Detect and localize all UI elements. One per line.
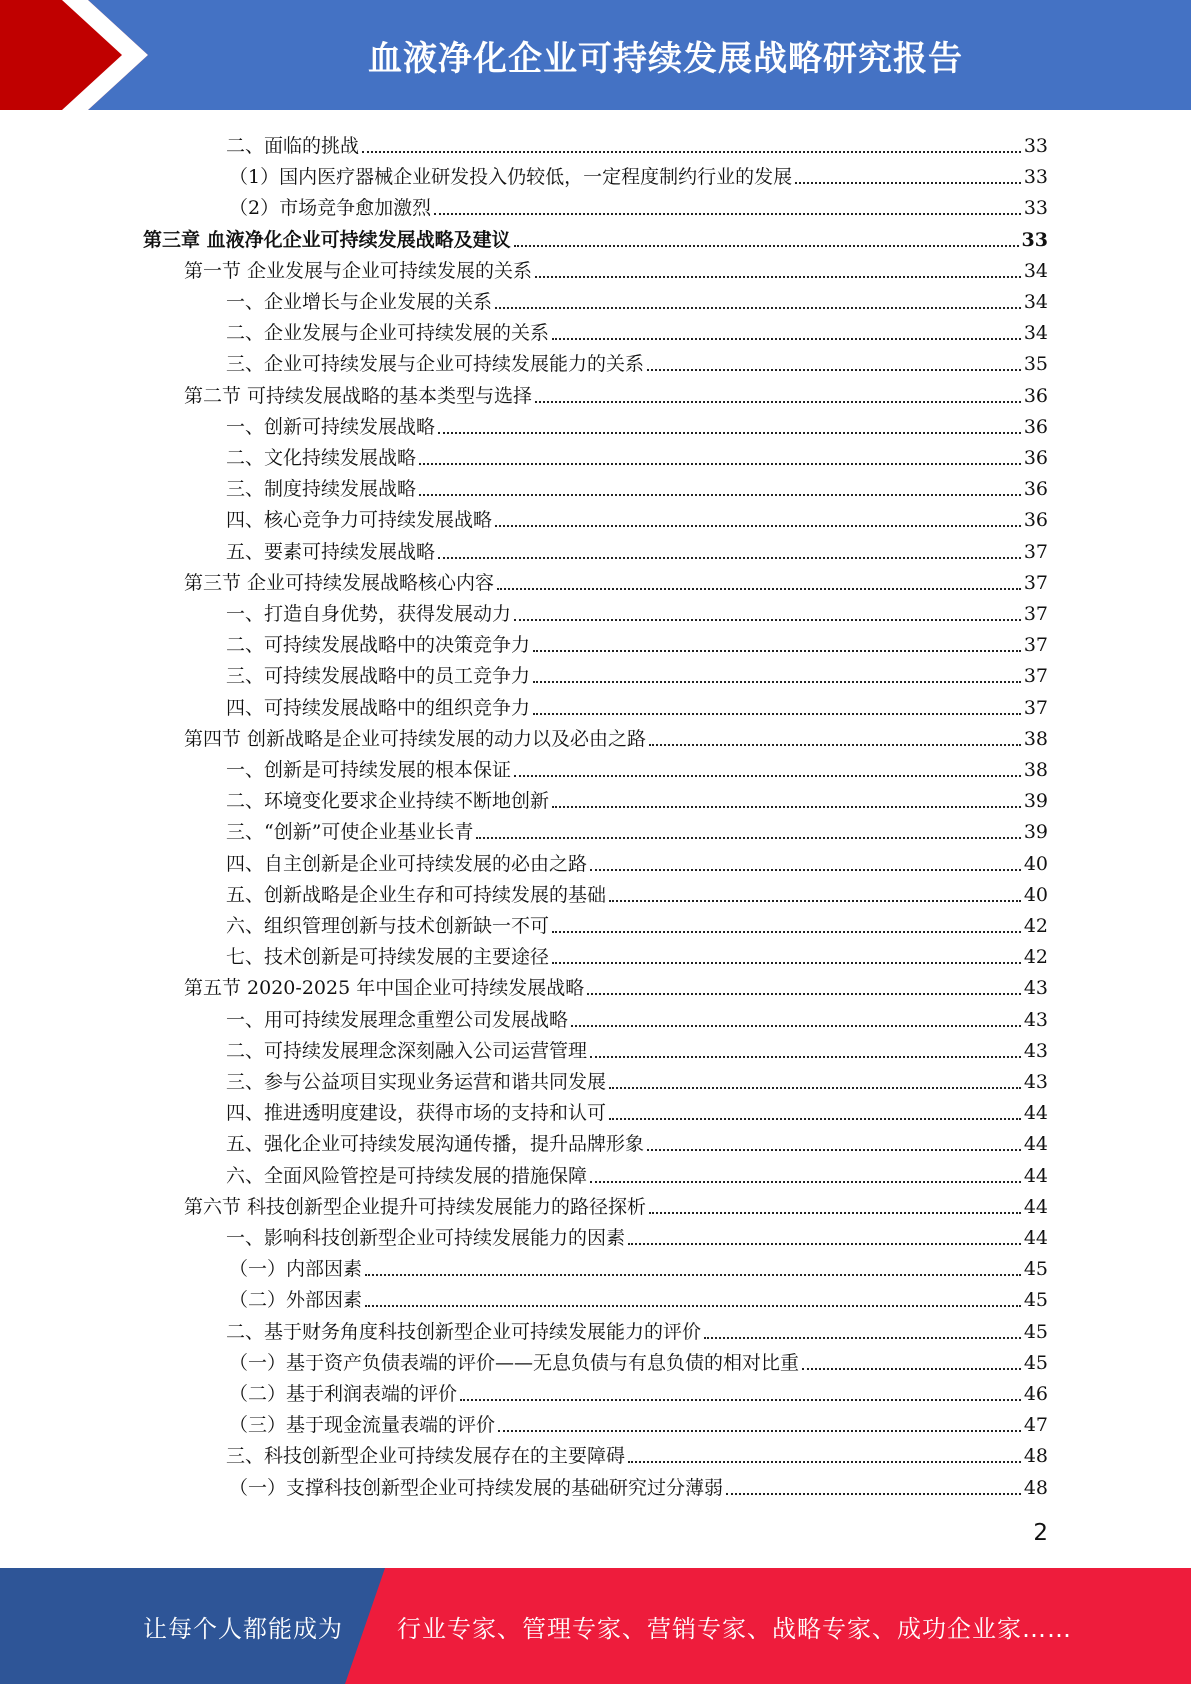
toc-entry-page: 47	[1023, 1414, 1048, 1436]
toc-entry-page: 40	[1023, 853, 1048, 875]
toc-entry[interactable]	[226, 501, 1048, 532]
toc-entry-title: 一、影响科技创新型企业可持续发展能力的因素	[226, 1227, 626, 1249]
toc-entry[interactable]	[226, 314, 1048, 345]
toc-dot-leader	[362, 151, 1021, 153]
toc-entry[interactable]	[229, 1406, 1048, 1437]
toc-entry-page: 42	[1023, 946, 1048, 968]
toc-entry[interactable]	[226, 1001, 1048, 1032]
toc-entry[interactable]	[184, 720, 1048, 751]
toc-entry[interactable]	[226, 595, 1048, 626]
toc-entry-page: 36	[1023, 385, 1048, 407]
toc-entry-page: 37	[1023, 665, 1048, 687]
toc-entry[interactable]	[226, 345, 1048, 376]
toc-entry[interactable]	[229, 1344, 1048, 1375]
toc-dot-leader	[533, 650, 1021, 652]
toc-dot-leader	[419, 463, 1021, 465]
toc-dot-leader	[587, 993, 1021, 995]
toc-dot-leader	[497, 588, 1021, 590]
toc-entry-page: 34	[1023, 260, 1048, 282]
toc-entry-title: 四、核心竞争力可持续发展战略	[226, 509, 493, 531]
toc-entry-title: 第四节 创新战略是企业可持续发展的动力以及必由之路	[184, 728, 647, 750]
toc-entry-page: 38	[1023, 728, 1048, 750]
toc-entry-page: 37	[1023, 572, 1048, 594]
toc-entry-title: （二）外部因素	[229, 1289, 363, 1311]
toc-chapter-entry[interactable]	[143, 221, 1048, 252]
toc-dot-leader	[495, 307, 1021, 309]
toc-entry[interactable]	[226, 782, 1048, 813]
toc-entry-title: 六、全面风险管控是可持续发展的措施保障	[226, 1165, 588, 1187]
toc-entry-page: 45	[1023, 1289, 1048, 1311]
toc-entry-page: 36	[1023, 416, 1048, 438]
toc-entry-page: 39	[1023, 790, 1048, 812]
toc-entry-title: （一）基于资产负债表端的评价——无息负债与有息负债的相对比重	[229, 1352, 800, 1374]
toc-dot-leader	[552, 338, 1021, 340]
red-arrow-decoration	[0, 0, 150, 110]
toc-entry-title: 第三章 血液净化企业可持续发展战略及建议	[143, 229, 511, 251]
toc-entry-title: 二、环境变化要求企业持续不断地创新	[226, 790, 550, 812]
toc-dot-leader	[649, 744, 1021, 746]
toc-dot-leader	[649, 1212, 1021, 1214]
toc-entry-title: 四、推进透明度建设，获得市场的支持和认可	[226, 1102, 607, 1124]
toc-entry-title: 第五节 2020-2025 年中国企业可持续发展战略	[184, 977, 585, 999]
toc-entry[interactable]	[226, 938, 1048, 969]
toc-entry-title: 一、用可持续发展理念重塑公司发展战略	[226, 1009, 569, 1031]
toc-entry-page: 44	[1023, 1102, 1048, 1124]
toc-dot-leader	[434, 213, 1021, 215]
toc-entry-title: 一、创新是可持续发展的根本保证	[226, 759, 512, 781]
toc-entry[interactable]	[226, 1032, 1048, 1063]
toc-entry-title: 四、可持续发展战略中的组织竞争力	[226, 697, 531, 719]
toc-entry[interactable]	[226, 751, 1048, 782]
toc-entry[interactable]	[226, 813, 1048, 844]
toc-dot-leader	[609, 900, 1021, 902]
toc-dot-leader	[609, 1087, 1021, 1089]
toc-dot-leader	[514, 619, 1021, 621]
page-number: 2	[1033, 1520, 1048, 1546]
toc-entry-page: 48	[1023, 1477, 1048, 1499]
toc-entry-page: 36	[1023, 509, 1048, 531]
toc-entry[interactable]	[226, 408, 1048, 439]
toc-entry[interactable]	[226, 689, 1048, 720]
toc-entry-title: （一）支撑科技创新型企业可持续发展的基础研究过分薄弱	[229, 1477, 724, 1499]
toc-entry-title: 一、打造自身优势，获得发展动力	[226, 603, 512, 625]
toc-dot-leader	[628, 1243, 1021, 1245]
toc-dot-leader	[476, 837, 1020, 839]
toc-entry-title: 五、要素可持续发展战略	[226, 541, 436, 563]
toc-entry-title: 二、企业发展与企业可持续发展的关系	[226, 322, 550, 344]
toc-dot-leader	[795, 182, 1021, 184]
toc-entry[interactable]	[184, 377, 1048, 408]
toc-entry[interactable]	[226, 1094, 1048, 1125]
toc-entry-page: 35	[1023, 353, 1048, 375]
toc-dot-leader	[438, 432, 1021, 434]
toc-dot-leader	[419, 494, 1021, 496]
toc-entry-title: 五、创新战略是企业生存和可持续发展的基础	[226, 884, 607, 906]
toc-entry-page: 45	[1023, 1352, 1048, 1374]
toc-dot-leader	[514, 775, 1021, 777]
toc-entry-page: 39	[1023, 821, 1048, 843]
footer-slogan-right: 行业专家、管理专家、营销专家、战略专家、成功企业家……	[397, 1614, 1072, 1643]
toc-entry-title: 三、可持续发展战略中的员工竞争力	[226, 665, 531, 687]
toc-dot-leader	[590, 869, 1021, 871]
toc-entry-page: 43	[1023, 1009, 1048, 1031]
toc-entry-page: 44	[1023, 1227, 1048, 1249]
toc-entry-title: （一）内部因素	[229, 1258, 363, 1280]
toc-entry[interactable]	[226, 283, 1048, 314]
toc-dot-leader	[647, 1149, 1021, 1151]
toc-entry-page: 33	[1021, 229, 1048, 251]
toc-dot-leader	[514, 245, 1019, 247]
toc-entry-title: 五、强化企业可持续发展沟通传播，提升品牌形象	[226, 1133, 645, 1155]
toc-entry-page: 44	[1023, 1196, 1048, 1218]
toc-entry-title: （二）基于利润表端的评价	[229, 1383, 458, 1405]
toc-dot-leader	[571, 1025, 1021, 1027]
toc-entry-page: 33	[1023, 197, 1048, 219]
toc-entry-page: 45	[1023, 1321, 1048, 1343]
toc-entry-page: 40	[1023, 884, 1048, 906]
toc-entry-title: 第六节 科技创新型企业提升可持续发展能力的路径探析	[184, 1196, 647, 1218]
toc-dot-leader	[726, 1493, 1021, 1495]
toc-dot-leader	[460, 1399, 1021, 1401]
toc-dot-leader	[552, 962, 1021, 964]
toc-entry[interactable]	[184, 252, 1048, 283]
toc-entry-page: 34	[1023, 322, 1048, 344]
toc-entry[interactable]	[226, 1063, 1048, 1094]
toc-entry-page: 44	[1023, 1165, 1048, 1187]
page-header	[0, 0, 1191, 110]
toc-entry[interactable]	[184, 1188, 1048, 1219]
toc-entry[interactable]	[229, 1281, 1048, 1312]
toc-entry-page: 45	[1023, 1258, 1048, 1280]
toc-entry-title: 二、可持续发展战略中的决策竞争力	[226, 634, 531, 656]
toc-dot-leader	[535, 276, 1021, 278]
toc-dot-leader	[628, 1461, 1021, 1463]
toc-dot-leader	[590, 1056, 1021, 1058]
toc-entry-title: 第一节 企业发展与企业可持续发展的关系	[184, 260, 533, 282]
toc-entry[interactable]	[229, 158, 1048, 189]
toc-entry-title: 三、制度持续发展战略	[226, 478, 417, 500]
toc-entry[interactable]	[226, 626, 1048, 657]
toc-entry[interactable]	[226, 907, 1048, 938]
toc-entry-title: 一、创新可持续发展战略	[226, 416, 436, 438]
toc-entry-page: 33	[1023, 166, 1048, 188]
toc-dot-leader	[365, 1305, 1021, 1307]
toc-entry-page: 34	[1023, 291, 1048, 313]
toc-entry[interactable]	[226, 1437, 1048, 1468]
toc-dot-leader	[590, 1181, 1021, 1183]
toc-entry-title: 第二节 可持续发展战略的基本类型与选择	[184, 385, 533, 407]
toc-dot-leader	[533, 713, 1021, 715]
toc-dot-leader	[535, 401, 1021, 403]
toc-entry-page: 38	[1023, 759, 1048, 781]
toc-dot-leader	[495, 525, 1021, 527]
toc-entry-title: 三、企业可持续发展与企业可持续发展能力的关系	[226, 353, 645, 375]
toc-entry-title: 三、参与公益项目实现业务运营和谐共同发展	[226, 1071, 607, 1093]
footer-slogan-left: 让每个人都能成为	[143, 1614, 343, 1643]
toc-entry-title: 二、基于财务角度科技创新型企业可持续发展能力的评价	[226, 1321, 702, 1343]
toc-entry-page: 43	[1023, 1040, 1048, 1062]
toc-entry-page: 43	[1023, 1071, 1048, 1093]
toc-entry[interactable]	[226, 533, 1048, 564]
toc-dot-leader	[647, 369, 1021, 371]
toc-entry[interactable]	[226, 1157, 1048, 1188]
toc-entry[interactable]	[226, 876, 1048, 907]
toc-entry-title: 二、面临的挑战	[226, 135, 360, 157]
toc-entry[interactable]	[229, 1250, 1048, 1281]
toc-entry[interactable]	[226, 845, 1048, 876]
toc-entry-page: 46	[1023, 1383, 1048, 1405]
toc-entry-title: 七、技术创新是可持续发展的主要途径	[226, 946, 550, 968]
toc-entry-title: 六、组织管理创新与技术创新缺一不可	[226, 915, 550, 937]
toc-entry-page: 37	[1023, 697, 1048, 719]
toc-entry[interactable]	[226, 1313, 1048, 1344]
toc-dot-leader	[498, 1430, 1021, 1432]
toc-entry[interactable]	[226, 657, 1048, 688]
toc-dot-leader	[609, 1118, 1021, 1120]
toc-entry-title: 三、科技创新型企业可持续发展存在的主要障碍	[226, 1445, 626, 1467]
toc-entry[interactable]	[226, 127, 1048, 158]
toc-entry-title: 二、文化持续发展战略	[226, 447, 417, 469]
toc-entry-title: （2）市场竞争愈加激烈	[229, 197, 432, 219]
toc-entry-page: 33	[1023, 135, 1048, 157]
toc-dot-leader	[552, 931, 1021, 933]
toc-dot-leader	[438, 557, 1021, 559]
toc-entry[interactable]	[184, 564, 1048, 595]
toc-entry[interactable]	[226, 1219, 1048, 1250]
toc-entry-page: 37	[1023, 634, 1048, 656]
toc-dot-leader	[704, 1337, 1021, 1339]
toc-entry[interactable]	[229, 1469, 1048, 1500]
toc-entry-title: 二、可持续发展理念深刻融入公司运营管理	[226, 1040, 588, 1062]
toc-entry-title: 一、企业增长与企业发展的关系	[226, 291, 493, 313]
toc-entry-title: （1）国内医疗器械企业研发投入仍较低，一定程度制约行业的发展	[229, 166, 793, 188]
toc-entry-page: 42	[1023, 915, 1048, 937]
toc-entry-title: 三、“创新”可使企业基业长青	[226, 821, 474, 843]
toc-entry-page: 44	[1023, 1133, 1048, 1155]
toc-entry[interactable]	[184, 969, 1048, 1000]
toc-entry-page: 43	[1023, 977, 1048, 999]
toc-entry[interactable]	[229, 1375, 1048, 1406]
toc-entry[interactable]	[229, 189, 1048, 220]
toc-entry[interactable]	[226, 470, 1048, 501]
toc-entry[interactable]	[226, 439, 1048, 470]
toc-entry-page: 36	[1023, 447, 1048, 469]
document-title: 血液净化企业可持续发展战略研究报告	[368, 38, 963, 79]
toc-entry-page: 48	[1023, 1445, 1048, 1467]
toc-dot-leader	[365, 1274, 1021, 1276]
toc-dot-leader	[802, 1368, 1021, 1370]
toc-entry-page: 37	[1023, 603, 1048, 625]
toc-dot-leader	[552, 806, 1021, 808]
toc-entry-page: 37	[1023, 541, 1048, 563]
toc-dot-leader	[533, 681, 1021, 683]
toc-entry-page: 36	[1023, 478, 1048, 500]
toc-entry-title: 四、自主创新是企业可持续发展的必由之路	[226, 853, 588, 875]
page-footer	[0, 1568, 1191, 1684]
toc-entry-title: 第三节 企业可持续发展战略核心内容	[184, 572, 495, 594]
toc-entry[interactable]	[226, 1125, 1048, 1156]
toc-entry-title: （三）基于现金流量表端的评价	[229, 1414, 496, 1436]
